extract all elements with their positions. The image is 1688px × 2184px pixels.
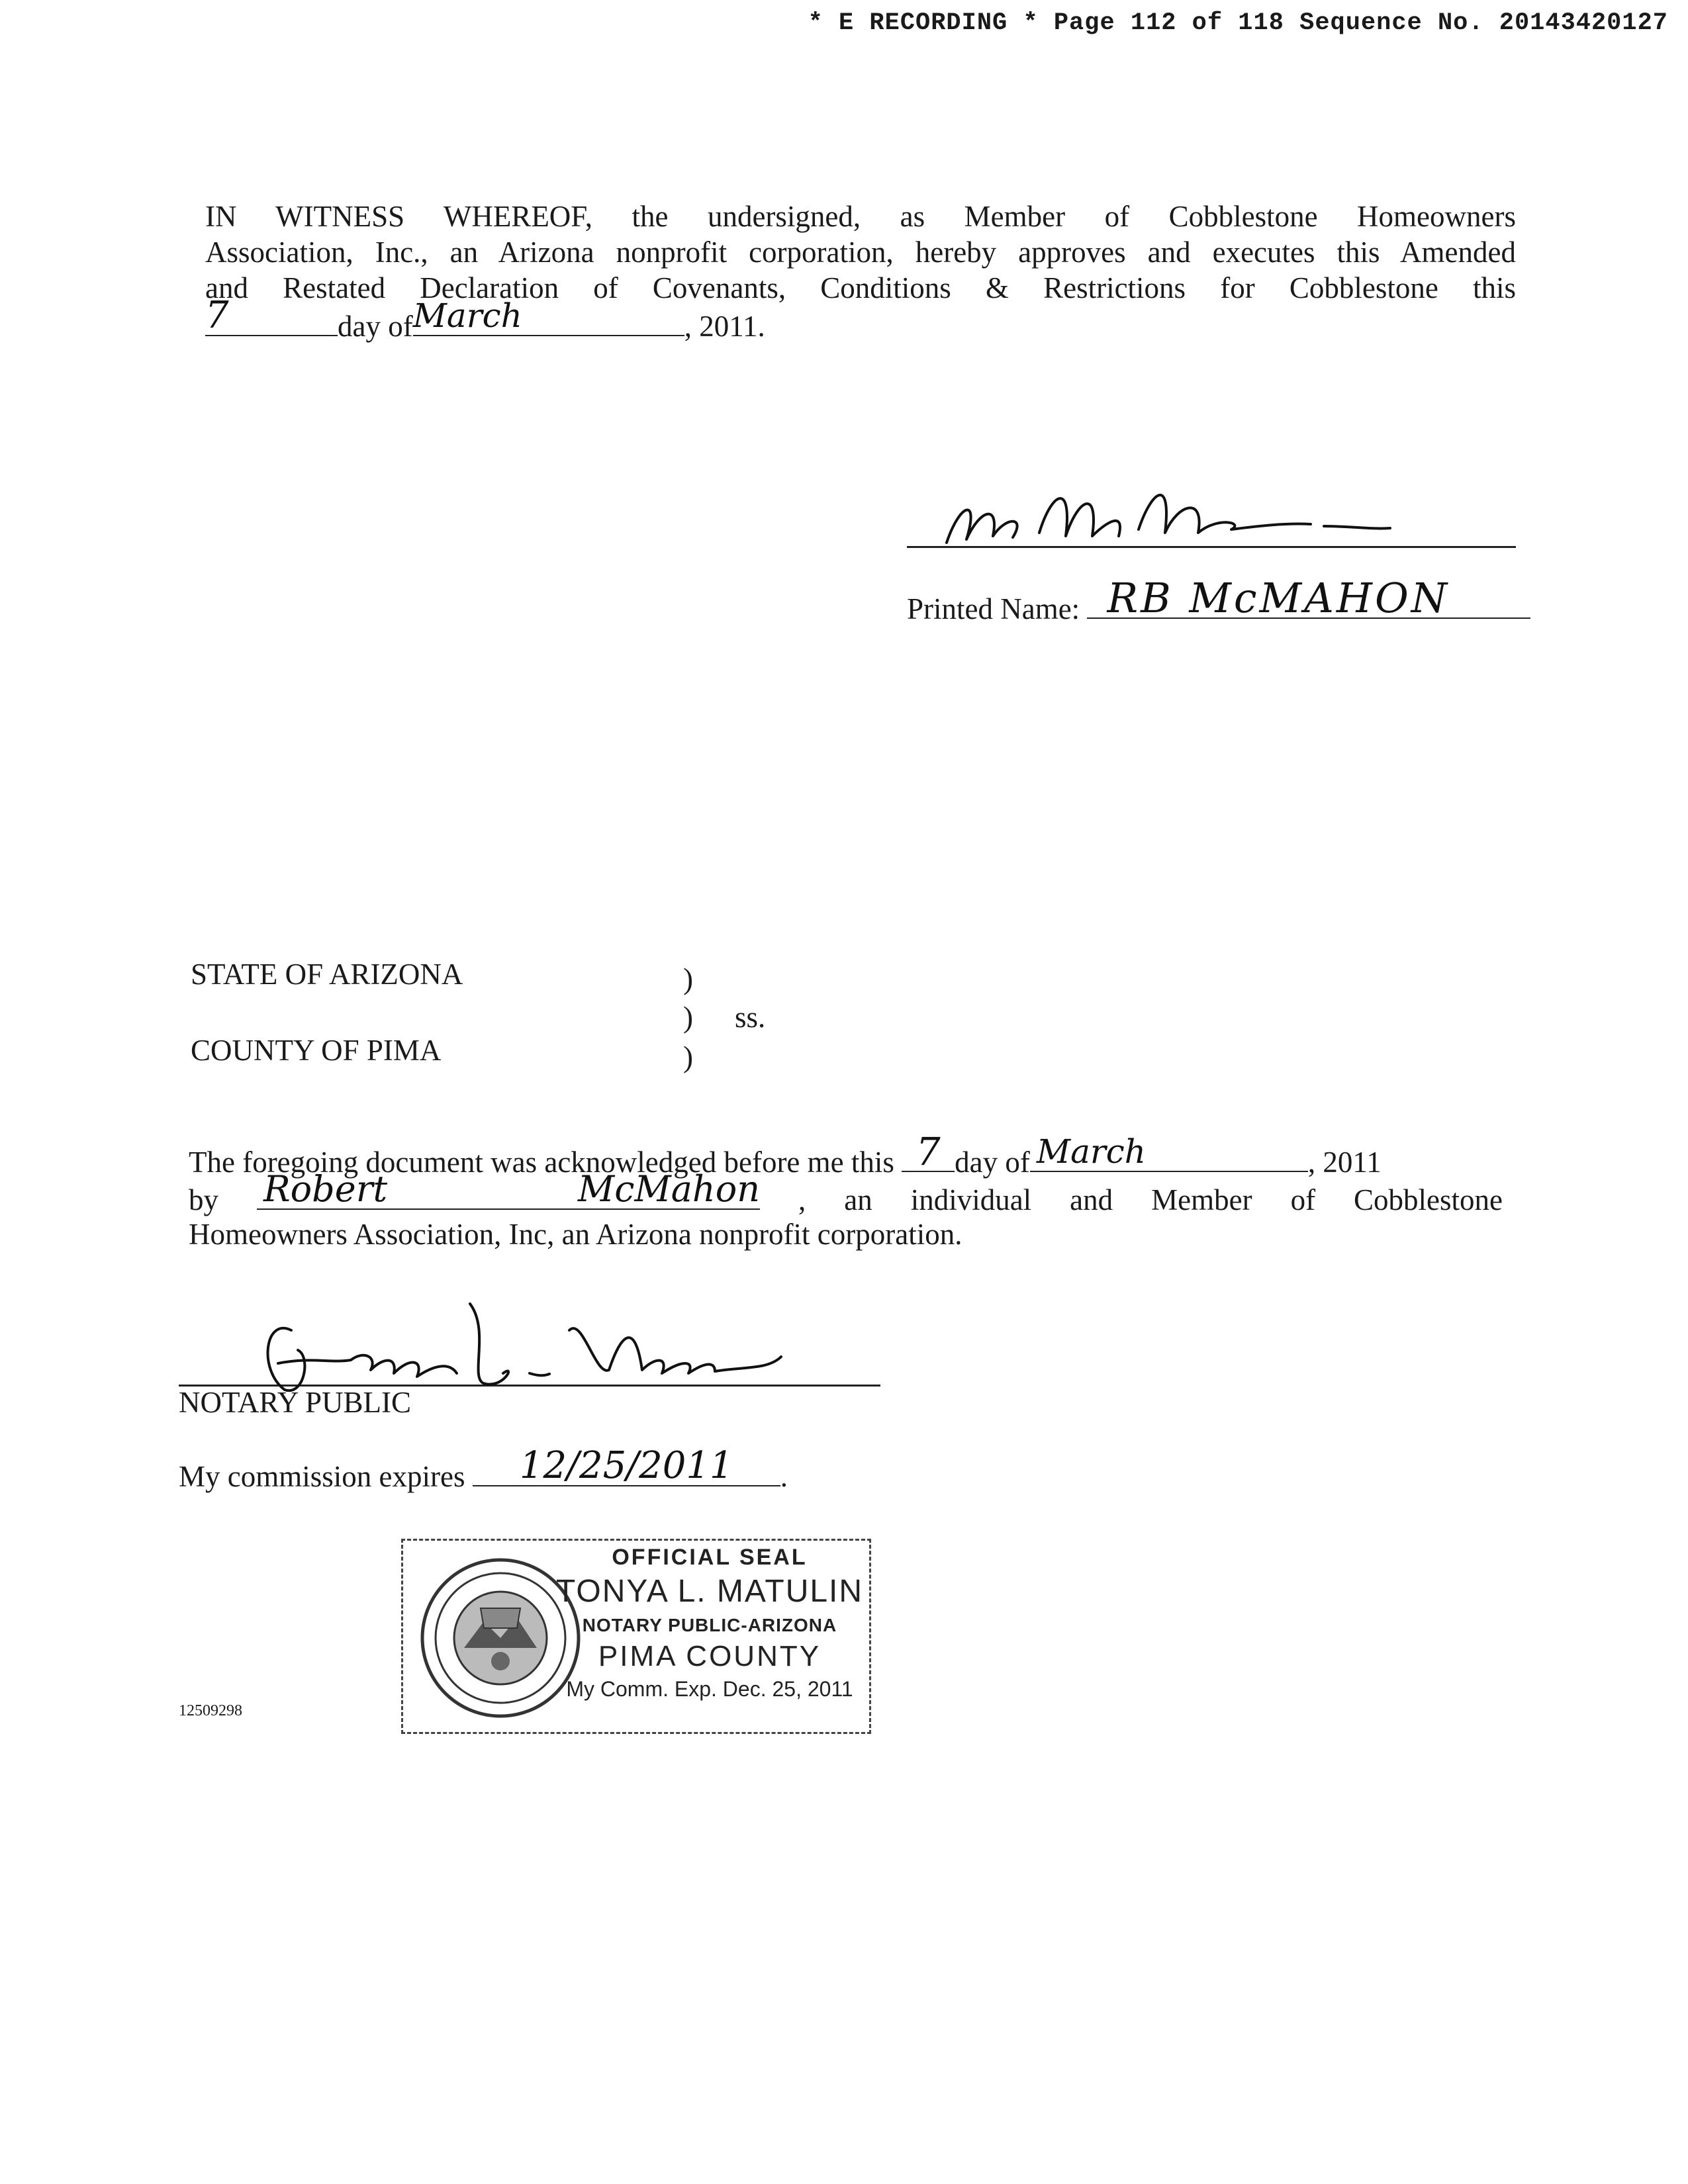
ack-month-field bbox=[1030, 1132, 1308, 1172]
witness-paragraph bbox=[205, 199, 1516, 344]
venue-paren-3: ) bbox=[683, 1040, 693, 1073]
ack-line-2 bbox=[189, 1168, 1503, 1218]
witness-line-3: and Restated Declaration of Covenants, Conditions & Restrictions for Cobblestone this bbox=[205, 271, 1516, 304]
commission-label: My commission expires bbox=[179, 1460, 465, 1493]
witness-month-field bbox=[412, 296, 684, 336]
venue-state: STATE OF ARIZONA bbox=[191, 958, 463, 991]
witness-day-handwritten: 7 bbox=[205, 294, 229, 337]
printed-name-label: Printed Name: bbox=[907, 592, 1080, 625]
ack-text-a: The foregoing document was acknowledged before me this bbox=[189, 1146, 894, 1179]
witness-month-handwritten: March bbox=[412, 296, 522, 335]
notary-public-label: NOTARY PUBLIC bbox=[179, 1386, 412, 1419]
printed-name-field bbox=[1087, 574, 1530, 622]
witness-day-label: day of bbox=[338, 310, 413, 343]
ack-year: , 2011 bbox=[1307, 1146, 1382, 1179]
commission-period: . bbox=[780, 1460, 788, 1493]
ack-by-label: by bbox=[189, 1183, 218, 1216]
venue-paren-2: ) bbox=[683, 1001, 693, 1034]
recording-header: * E RECORDING * Page 112 of 118 Sequence No. 20143420127 bbox=[808, 9, 1668, 37]
printed-name-handwritten: RB McMAHON bbox=[1107, 574, 1450, 622]
ack-line-3: Homeowners Association, Inc, an Arizona nonprofit corporation. bbox=[189, 1218, 962, 1251]
official-seal-stamp bbox=[401, 1539, 871, 1734]
ack-day-handwritten: 7 bbox=[915, 1129, 941, 1174]
seal-line-county: PIMA COUNTY bbox=[598, 1640, 821, 1672]
witness-line-2: Association, Inc., an Arizona nonprofit corporation, hereby approves and executes this Amended bbox=[205, 236, 1516, 269]
seal-line-official: OFFICIAL SEAL bbox=[612, 1545, 808, 1570]
seal-text bbox=[554, 1545, 865, 1702]
venue-ss: ss. bbox=[735, 1001, 766, 1034]
commission-handwritten: 12/25/2011 bbox=[519, 1444, 733, 1487]
ack-name-field bbox=[257, 1168, 760, 1210]
witness-year: , 2011. bbox=[684, 310, 765, 343]
ack-month-handwritten: March bbox=[1036, 1132, 1146, 1171]
commission-field bbox=[473, 1444, 780, 1487]
commission-row bbox=[179, 1444, 788, 1494]
document-number: 12509298 bbox=[179, 1702, 242, 1719]
witness-day-field bbox=[205, 294, 338, 337]
venue-county: COUNTY OF PIMA bbox=[191, 1034, 442, 1067]
seal-line-notary: NOTARY PUBLIC-ARIZONA bbox=[582, 1615, 837, 1635]
ack-day-label: day of bbox=[955, 1146, 1030, 1179]
venue-paren-1: ) bbox=[683, 962, 693, 995]
ack-day-field bbox=[902, 1129, 955, 1174]
witness-line-1: IN WITNESS WHEREOF, the undersigned, as Member of Cobblestone Homeowners bbox=[205, 200, 1516, 233]
seal-line-name: TONYA L. MATULIN bbox=[555, 1574, 864, 1609]
printed-name-row bbox=[907, 574, 1530, 627]
ack-text-b: , an individual and Member of Cobblestone bbox=[798, 1183, 1503, 1216]
member-signature bbox=[940, 463, 1403, 563]
witness-line-4 bbox=[205, 294, 1516, 344]
seal-line-expiration: My Comm. Exp. Dec. 25, 2011 bbox=[566, 1677, 853, 1701]
ack-name-handwritten: Robert McMahon bbox=[263, 1168, 760, 1210]
